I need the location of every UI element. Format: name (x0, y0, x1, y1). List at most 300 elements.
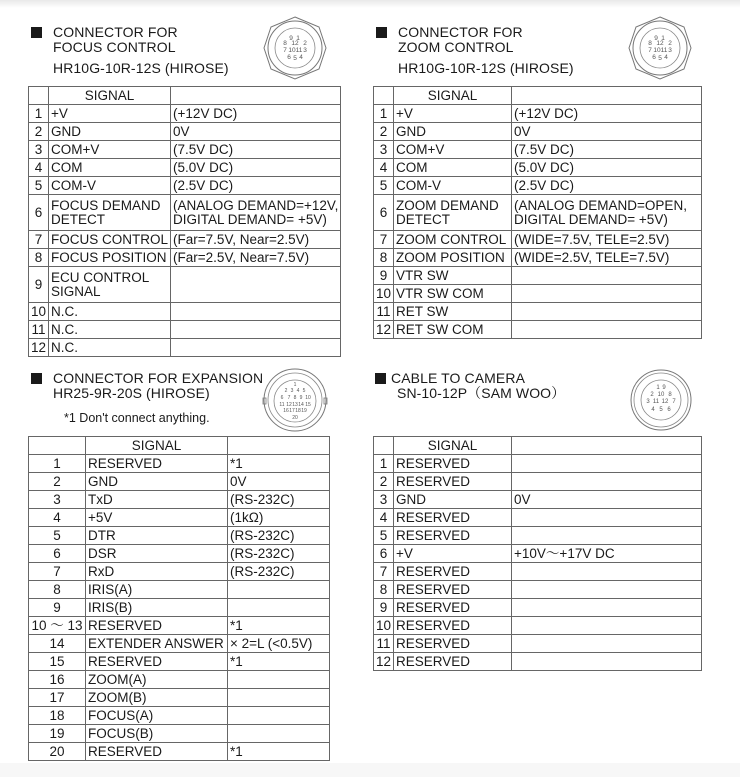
signal-value (228, 671, 330, 689)
bottom-shadow (0, 763, 740, 777)
signal-value: (7.5V DC) (171, 141, 341, 159)
signal-name: VTR SW COM (394, 285, 512, 303)
pin-number: 2 (374, 123, 394, 141)
table-row (29, 141, 341, 159)
signal-header: SIGNAL (49, 87, 171, 105)
pin-number: 7 (29, 231, 49, 249)
table-row (29, 563, 330, 581)
square-bullet-icon (376, 27, 387, 38)
svg-text:6: 6 (667, 407, 671, 413)
pin-number: 12 (374, 653, 394, 671)
pin-number: 6 (29, 195, 49, 231)
pin-header (29, 437, 86, 455)
table-row (374, 159, 702, 177)
svg-text:7: 7 (287, 395, 291, 401)
pin-number: 11 (374, 303, 394, 321)
square-bullet-icon (31, 27, 42, 38)
camera-pin-table (373, 436, 702, 671)
table-row (29, 671, 330, 689)
pin-number: 3 (29, 491, 86, 509)
signal-name: N.C. (49, 321, 171, 339)
signal-value: *1 (228, 455, 330, 473)
table-row (374, 249, 702, 267)
signal-value: (RS-232C) (228, 527, 330, 545)
table-row (374, 473, 702, 491)
signal-value: (+12V DC) (171, 105, 341, 123)
pin-number: 1 (29, 105, 49, 123)
pin-number: 12 (374, 321, 394, 339)
signal-value (512, 563, 702, 581)
table-row (29, 527, 330, 545)
samwoo-12pin-connector-icon (630, 369, 692, 431)
pin-number: 15 (29, 653, 86, 671)
pin-number: 6 (29, 545, 86, 563)
signal-name: RET SW (394, 303, 512, 321)
expansion-footnote: *1 Don't connect anything. (64, 411, 210, 425)
value-header (512, 437, 702, 455)
svg-text:2: 2 (668, 40, 672, 47)
table-row (29, 473, 330, 491)
pin-number: 16 (29, 671, 86, 689)
signal-value (228, 725, 330, 743)
signal-name: RESERVED (394, 653, 512, 671)
svg-text:5: 5 (658, 55, 662, 62)
signal-value: (5.0V DC) (171, 159, 341, 177)
table-row (29, 491, 330, 509)
svg-text:8: 8 (648, 40, 652, 47)
svg-text:1: 1 (656, 385, 660, 391)
svg-text:7: 7 (283, 47, 287, 54)
pin-number: 4 (374, 509, 394, 527)
pin-number: 2 (374, 473, 394, 491)
signal-name: RxD (86, 563, 228, 581)
pin-number: 9 (29, 267, 49, 303)
svg-text:2: 2 (284, 388, 288, 394)
hirose-20pin-connector-icon (262, 367, 328, 433)
value-header (228, 437, 330, 455)
table-row (29, 455, 330, 473)
table-row (374, 635, 702, 653)
signal-name: FOCUS(A) (86, 707, 228, 725)
table-row (374, 267, 702, 285)
pin-number: 18 (29, 707, 86, 725)
svg-text:18: 18 (295, 408, 301, 414)
svg-text:9: 9 (654, 35, 658, 42)
pin-number: 17 (29, 689, 86, 707)
svg-text:10: 10 (653, 47, 661, 54)
camera-model: SN-10-12P（SAM WOO） (397, 385, 566, 401)
table-row (374, 177, 702, 195)
signal-name: DTR (86, 527, 228, 545)
signal-value (512, 599, 702, 617)
signal-value (171, 321, 341, 339)
pin-number: 2 (29, 473, 86, 491)
signal-name: COM-V (49, 177, 171, 195)
pin-number: 8 (29, 249, 49, 267)
pin-number: 3 (374, 491, 394, 509)
svg-text:12: 12 (661, 399, 669, 405)
table-row (374, 509, 702, 527)
signal-value: (Far=2.5V, Near=7.5V) (171, 249, 341, 267)
signal-name: +V (394, 105, 512, 123)
pin-number: 10 ～ 13 (29, 617, 86, 635)
signal-name: GND (86, 473, 228, 491)
signal-name: +V (394, 545, 512, 563)
pin-number: 7 (374, 231, 394, 249)
svg-text:4: 4 (664, 54, 668, 61)
camera-title-line1: CABLE TO CAMERA (391, 370, 526, 386)
signal-value: (2.5V DC) (512, 177, 702, 195)
pin-number: 9 (374, 267, 394, 285)
signal-value (512, 581, 702, 599)
svg-text:12: 12 (291, 40, 299, 47)
signal-name: RESERVED (394, 509, 512, 527)
signal-value: (Far=7.5V, Near=2.5V) (171, 231, 341, 249)
signal-value (171, 303, 341, 321)
signal-name: RESERVED (394, 455, 512, 473)
svg-text:17: 17 (289, 408, 295, 414)
svg-text:3: 3 (290, 388, 294, 394)
table-row (29, 267, 341, 303)
pin-number: 12 (29, 339, 49, 357)
signal-name: ZOOM(A) (86, 671, 228, 689)
pin-header (374, 87, 394, 105)
pin-number: 4 (29, 159, 49, 177)
signal-name: GND (49, 123, 171, 141)
signal-value: × 2=L (<0.5V) (228, 635, 330, 653)
square-bullet-icon (375, 373, 386, 384)
table-row (374, 617, 702, 635)
pin-number: 10 (374, 617, 394, 635)
pin-number: 9 (374, 599, 394, 617)
pin-number: 8 (29, 581, 86, 599)
signal-name: FOCUS DEMAND DETECT (49, 195, 171, 231)
svg-text:11: 11 (652, 399, 660, 405)
signal-name: COM (49, 159, 171, 177)
signal-value: 0V (512, 491, 702, 509)
zoom-pin-table (373, 86, 702, 339)
signal-name: ZOOM DEMAND DETECT (394, 195, 512, 231)
table-row (29, 635, 330, 653)
signal-value: 0V (171, 123, 341, 141)
signal-name: +5V (86, 509, 228, 527)
pin-number: 5 (374, 527, 394, 545)
table-row (29, 581, 330, 599)
signal-name: FOCUS POSITION (49, 249, 171, 267)
table-row (374, 141, 702, 159)
signal-name: N.C. (49, 303, 171, 321)
signal-name: RESERVED (394, 617, 512, 635)
signal-value: (WIDE=2.5V, TELE=7.5V) (512, 249, 702, 267)
signal-name: DSR (86, 545, 228, 563)
svg-text:2: 2 (303, 40, 307, 47)
pin-number: 3 (374, 141, 394, 159)
expansion-title-line1: CONNECTOR FOR EXPANSION (53, 370, 264, 386)
square-bullet-icon (31, 373, 42, 384)
pin-number: 5 (29, 177, 49, 195)
signal-value (512, 473, 702, 491)
svg-text:2: 2 (650, 392, 654, 398)
value-header (512, 87, 702, 105)
signal-value (512, 455, 702, 473)
svg-text:11: 11 (660, 47, 668, 54)
signal-name: RESERVED (394, 527, 512, 545)
svg-text:10: 10 (288, 47, 296, 54)
svg-text:4: 4 (299, 54, 303, 61)
focus-title-line1: CONNECTOR FOR (53, 24, 178, 40)
table-row (374, 581, 702, 599)
pin-number: 10 (29, 303, 49, 321)
svg-text:1: 1 (296, 35, 300, 42)
signal-name: FOCUS(B) (86, 725, 228, 743)
signal-value (228, 689, 330, 707)
table-row (374, 105, 702, 123)
table-row (29, 123, 341, 141)
pin-number: 5 (29, 527, 86, 545)
svg-text:6: 6 (280, 395, 284, 401)
signal-name: N.C. (49, 339, 171, 357)
zoom-title-line2: ZOOM CONTROL (398, 39, 514, 55)
svg-text:4: 4 (296, 388, 300, 394)
svg-text:3: 3 (668, 47, 672, 54)
table-row (374, 285, 702, 303)
svg-text:5: 5 (293, 55, 297, 62)
pin-number: 8 (374, 581, 394, 599)
expansion-model: HR25-9R-20S (HIROSE) (53, 385, 210, 401)
expansion-pin-table (28, 436, 330, 761)
pin-number: 1 (29, 455, 86, 473)
svg-text:9: 9 (662, 385, 666, 391)
svg-text:11: 11 (279, 402, 285, 408)
table-row (29, 653, 330, 671)
signal-name: ZOOM CONTROL (394, 231, 512, 249)
table-row (29, 689, 330, 707)
signal-name: RESERVED (86, 743, 228, 761)
table-row (374, 321, 702, 339)
table-row (29, 707, 330, 725)
svg-text:5: 5 (302, 388, 306, 394)
signal-name: FOCUS CONTROL (49, 231, 171, 249)
table-row (29, 509, 330, 527)
svg-text:1: 1 (293, 382, 297, 388)
table-row (374, 455, 702, 473)
pin-number: 1 (374, 105, 394, 123)
signal-value: (ANALOG DEMAND=OPEN, DIGITAL DEMAND= +5V) (512, 195, 702, 231)
signal-value: (2.5V DC) (171, 177, 341, 195)
svg-text:12: 12 (656, 40, 664, 47)
signal-name: RESERVED (86, 653, 228, 671)
signal-name: ZOOM POSITION (394, 249, 512, 267)
pin-number: 6 (374, 545, 394, 563)
pin-number: 20 (29, 743, 86, 761)
signal-name: RESERVED (394, 563, 512, 581)
signal-name: ECU CONTROL SIGNAL (49, 267, 171, 303)
svg-text:8: 8 (668, 392, 672, 398)
signal-value: *1 (228, 617, 330, 635)
svg-text:9: 9 (289, 35, 293, 42)
table-row (374, 231, 702, 249)
signal-value (512, 321, 702, 339)
svg-text:10: 10 (305, 395, 311, 401)
signal-name: RESERVED (86, 617, 228, 635)
value-header (171, 87, 341, 105)
signal-name: +V (49, 105, 171, 123)
svg-text:11: 11 (295, 47, 303, 54)
signal-value: (RS-232C) (228, 563, 330, 581)
table-row (29, 321, 341, 339)
pin-number: 14 (29, 635, 86, 653)
hirose-12pin-connector-icon (627, 15, 693, 81)
signal-value: (RS-232C) (228, 545, 330, 563)
table-row (374, 195, 702, 231)
table-row (29, 159, 341, 177)
table-row (29, 725, 330, 743)
pin-number: 8 (374, 249, 394, 267)
signal-name: IRIS(A) (86, 581, 228, 599)
signal-name: COM+V (49, 141, 171, 159)
signal-name: EXTENDER ANSWER (86, 635, 228, 653)
svg-text:4: 4 (651, 407, 655, 413)
signal-name: RESERVED (86, 455, 228, 473)
svg-text:6: 6 (652, 54, 656, 61)
signal-value: +10V～+17V DC (512, 545, 702, 563)
signal-value: (+12V DC) (512, 105, 702, 123)
pin-number: 7 (29, 563, 86, 581)
signal-name: TxD (86, 491, 228, 509)
table-row (29, 303, 341, 321)
pin-number: 3 (29, 141, 49, 159)
signal-value (171, 339, 341, 357)
signal-name: IRIS(B) (86, 599, 228, 617)
pin-number: 4 (374, 159, 394, 177)
table-row (374, 545, 702, 563)
table-row (29, 105, 341, 123)
signal-name: RESERVED (394, 473, 512, 491)
pin-number: 1 (374, 455, 394, 473)
signal-value (512, 509, 702, 527)
signal-value (512, 303, 702, 321)
svg-text:6: 6 (287, 54, 291, 61)
signal-name: GND (394, 123, 512, 141)
top-shadow (0, 0, 740, 8)
signal-name: RET SW COM (394, 321, 512, 339)
pin-number: 4 (29, 509, 86, 527)
signal-value: (1kΩ) (228, 509, 330, 527)
table-row (374, 653, 702, 671)
table-row (29, 545, 330, 563)
signal-value: (7.5V DC) (512, 141, 702, 159)
signal-name: COM-V (394, 177, 512, 195)
signal-value (512, 285, 702, 303)
signal-value (228, 599, 330, 617)
signal-name: VTR SW (394, 267, 512, 285)
signal-name: ZOOM(B) (86, 689, 228, 707)
signal-value: 0V (228, 473, 330, 491)
signal-value (228, 707, 330, 725)
signal-value: *1 (228, 653, 330, 671)
svg-text:3: 3 (303, 47, 307, 54)
svg-text:12: 12 (286, 402, 292, 408)
signal-name: RESERVED (394, 599, 512, 617)
svg-text:8: 8 (283, 40, 287, 47)
svg-text:10: 10 (657, 392, 665, 398)
svg-text:15: 15 (305, 402, 311, 408)
table-row (29, 339, 341, 357)
signal-header: SIGNAL (394, 87, 512, 105)
table-row (29, 231, 341, 249)
svg-text:9: 9 (299, 395, 303, 401)
table-row (29, 249, 341, 267)
signal-name: GND (394, 491, 512, 509)
focus-pin-table (28, 86, 341, 357)
pin-number: 9 (29, 599, 86, 617)
signal-name: RESERVED (394, 581, 512, 599)
svg-text:8: 8 (293, 395, 297, 401)
pin-number: 7 (374, 563, 394, 581)
svg-text:16: 16 (283, 408, 289, 414)
svg-text:14: 14 (298, 402, 304, 408)
pin-header (29, 87, 49, 105)
table-row (374, 563, 702, 581)
table-row (374, 303, 702, 321)
pin-number: 2 (29, 123, 49, 141)
signal-name: COM (394, 159, 512, 177)
svg-text:20: 20 (292, 415, 298, 421)
zoom-title-line1: CONNECTOR FOR (398, 24, 523, 40)
table-row (374, 527, 702, 545)
svg-text:19: 19 (301, 408, 307, 414)
signal-value: (ANALOG DEMAND=+12V, DIGITAL DEMAND= +5V) (171, 195, 341, 231)
pin-number: 19 (29, 725, 86, 743)
focus-title-line2: FOCUS CONTROL (53, 39, 176, 55)
signal-header: SIGNAL (394, 437, 512, 455)
signal-value (512, 527, 702, 545)
svg-text:3: 3 (646, 399, 650, 405)
signal-value: (WIDE=7.5V, TELE=2.5V) (512, 231, 702, 249)
focus-model: HR10G-10R-12S (HIROSE) (53, 60, 229, 76)
svg-text:13: 13 (292, 402, 298, 408)
pin-number: 11 (29, 321, 49, 339)
signal-header: SIGNAL (86, 437, 228, 455)
signal-value (228, 581, 330, 599)
signal-value: (RS-232C) (228, 491, 330, 509)
table-row (374, 599, 702, 617)
signal-value: *1 (228, 743, 330, 761)
table-row (29, 177, 341, 195)
pin-header (374, 437, 394, 455)
table-row (29, 617, 330, 635)
signal-value (512, 653, 702, 671)
signal-value: 0V (512, 123, 702, 141)
table-row (374, 123, 702, 141)
svg-text:5: 5 (659, 407, 663, 413)
svg-text:7: 7 (648, 47, 652, 54)
table-row (29, 743, 330, 761)
hirose-12pin-connector-icon (262, 15, 328, 81)
svg-text:1: 1 (661, 35, 665, 42)
pin-number: 5 (374, 177, 394, 195)
table-row (29, 599, 330, 617)
signal-value: (5.0V DC) (512, 159, 702, 177)
zoom-model: HR10G-10R-12S (HIROSE) (398, 60, 574, 76)
signal-value (171, 267, 341, 303)
table-row (374, 491, 702, 509)
table-row (29, 195, 341, 231)
signal-value (512, 267, 702, 285)
signal-value (512, 635, 702, 653)
svg-text:7: 7 (672, 399, 676, 405)
signal-value (512, 617, 702, 635)
